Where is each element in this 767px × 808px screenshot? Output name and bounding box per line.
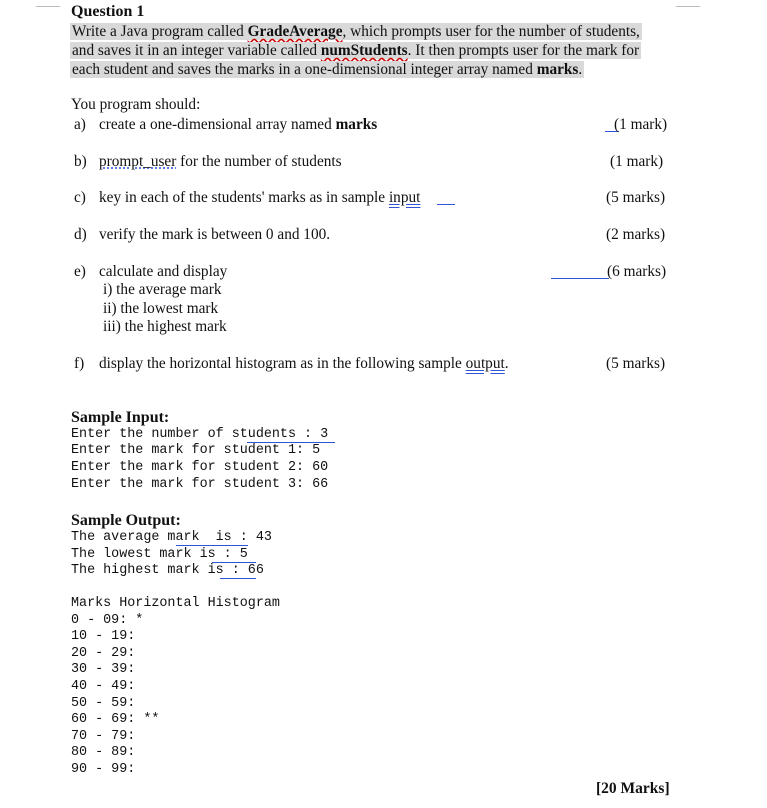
histogram-row: 60 - 69: ** <box>71 712 160 727</box>
sample-output-line: The highest mark is : 66 <box>71 563 264 578</box>
histogram-row: 0 - 09: * <box>71 613 144 628</box>
underline-is-1 <box>212 562 256 563</box>
mark-c: (5 marks) <box>606 189 666 206</box>
mark-d: (2 marks) <box>606 226 666 243</box>
histogram-row: 40 - 49: <box>71 679 136 694</box>
variable-name: numStudents <box>320 42 408 59</box>
intro-line-3: each student and saves the marks in a one-dimensional integer array named marks. <box>72 61 583 78</box>
total-marks: [20 Marks] <box>596 780 670 797</box>
task-f: f) display the horizontal histogram as in the following sample output. <box>74 355 509 372</box>
sample-output-line: The lowest mark is : 5 <box>71 547 248 562</box>
histogram-row: 90 - 99: <box>71 762 136 777</box>
tab-leader-c <box>437 204 455 205</box>
prompt-user-link: prompt_user <box>99 153 177 170</box>
histogram-row: 80 - 89: <box>71 745 136 760</box>
class-name: GradeAverage <box>247 23 343 40</box>
histogram-title: Marks Horizontal Histogram <box>71 596 280 611</box>
question-intro <box>70 22 668 79</box>
program-should-label: You program should: <box>71 96 201 113</box>
mark-b: (1 mark) <box>610 153 664 170</box>
task-c: c) key in each of the students' marks as in sample input <box>74 189 421 206</box>
array-name: marks <box>536 61 579 78</box>
sample-output-heading: Sample Output: <box>71 512 181 529</box>
underline-mark-is <box>176 545 248 546</box>
tab-leader-e <box>551 278 609 279</box>
task-e: e) calculate and display <box>74 263 228 280</box>
underline-is-2 <box>220 578 256 579</box>
sample-input-line: Enter the mark for student 2: 60 <box>71 460 329 475</box>
intro-line-1: Write a Java program called GradeAverage, which prompts user for the number of students, <box>72 23 640 40</box>
histogram-row: 10 - 19: <box>71 629 136 644</box>
subitem-highest: iii) the highest mark <box>103 318 227 335</box>
sample-input-line: Enter the number of students : 3 <box>71 427 329 442</box>
histogram-row: 20 - 29: <box>71 646 136 661</box>
output-link: output <box>465 355 505 372</box>
task-b: b) prompt_user for the number of students <box>74 153 342 170</box>
mark-f: (5 marks) <box>606 355 666 372</box>
mark-a: (1 mark) <box>614 116 668 133</box>
task-a: a) create a one-dimensional array named marks <box>74 116 378 133</box>
underline-students <box>247 442 335 443</box>
task-d: d) verify the mark is between 0 and 100. <box>74 226 331 243</box>
sample-output-line: The average mark is : 43 <box>71 530 272 545</box>
intro-line-2: and saves it in an integer variable called numStudents. It then prompts user for the mark for <box>72 42 640 59</box>
histogram-row: 70 - 79: <box>71 729 136 744</box>
histogram-row: 50 - 59: <box>71 696 136 711</box>
mark-e: (6 marks) <box>607 263 667 280</box>
subitem-average: i) the average mark <box>103 281 222 298</box>
sample-input-line: Enter the mark for student 3: 66 <box>71 477 329 492</box>
input-link: input <box>388 189 421 206</box>
sample-input-heading: Sample Input: <box>71 409 170 426</box>
margin-corner-left <box>36 0 60 7</box>
subitem-lowest: ii) the lowest mark <box>103 300 219 317</box>
margin-corner-right <box>676 0 700 7</box>
sample-input-line: Enter the mark for student 1: 5 <box>71 443 321 458</box>
histogram-row: 30 - 39: <box>71 662 136 677</box>
question-title: Question 1 <box>71 3 145 20</box>
